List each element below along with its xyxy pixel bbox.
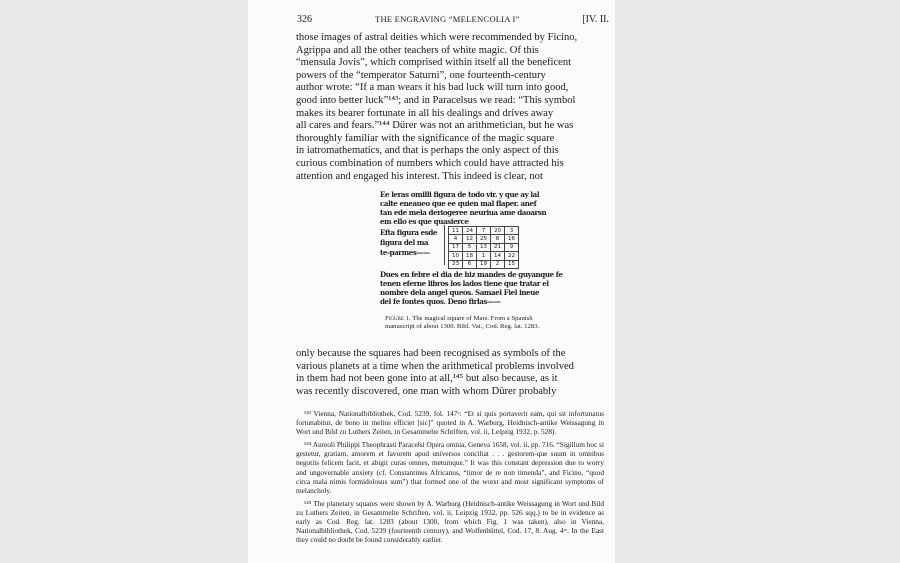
footnote-143: ¹⁴³ Vienna, Nationalbibliothek, Cod. 5239, fol. 147ᵛ: “Et si quis portaverit eam, qui sit infortunatus fortunabitur, de bono in melius efficiet [sic]” quoted in A. Warburg, Heidnisch-antike Weissagung in Wort und Bild zu Luthers Zeiten, in Gesammelte Schriften, vol. ii, Leipzig 1932, p. 528).	[296, 409, 604, 437]
running-header	[297, 14, 613, 28]
magic-square-cell: 18	[463, 252, 477, 260]
body-line: Agrippa and all the other teachers of white magic. Of this	[296, 44, 539, 56]
magic-square-cell: 22	[505, 252, 519, 260]
book-page	[248, 0, 615, 563]
body-line: good into better luck”¹⁴³; and in Paracelsus we read: “This symbol	[296, 94, 576, 106]
magic-square-row	[449, 260, 519, 268]
caption-text: The magical square of Mars. From a Spanish manuscript of about 1300. Bibl. Vat., Cod. Reg. lat. 1283.	[385, 315, 540, 330]
magic-square-cell: 2	[491, 260, 505, 268]
body-line: those images of astral deities which were recommended by Ficino,	[296, 32, 578, 43]
magic-square-cell: 1	[477, 252, 491, 260]
manuscript-line: del fe fontes quos. Deno firlas——	[380, 297, 501, 306]
magic-square-cell: 3	[505, 227, 519, 235]
magic-square-cell: 20	[491, 227, 505, 235]
manuscript-line: nombre dela angel queos. Samael Fiel ineue	[380, 288, 540, 297]
magic-square-table	[448, 226, 519, 269]
footnote-145: ¹⁴⁵ The planetary squares were shown by A. Warburg (Heidnisch-antike Weissagung in Wort und Bild zu Luthers Zeiten, in Gesammelte Schriften, vol. ii, Leipzig 1932, pp. 526 sqq.) to be in evidence as early as Cod. Reg. lat. 1283 (about 1300, from which Fig. 1 was taken), also in Vienna, Nationalbibliothek, Cod. 5239 (fourteenth century), and Wolfenbüttel, Cod. 17, 8. Aug. 4ᵗᵒ. In the East they could no doubt be found considerably earlier.	[296, 498, 604, 545]
body-line: was recently discovered, one man with whom Dürer probably	[296, 385, 557, 397]
magic-square-cell: 10	[449, 252, 463, 260]
manuscript-line: Dues en febre el dia de hiz mandes de guyanque fe	[380, 270, 563, 279]
body-line: all cares and fears.”¹⁴⁴ Dürer was not an arithmetician, but he was	[296, 120, 574, 132]
manuscript-line: tan ede mela deriogeree neuriua ame daoarsn	[380, 208, 547, 217]
body-line: curious combination of numbers which could have attracted his	[296, 157, 564, 169]
body-line: powers of the “temperator Saturni”, one fourteenth-century	[296, 69, 546, 81]
figure-caption	[385, 315, 545, 331]
body-line: attention and engaged his interest. This indeed is clear, not	[296, 170, 543, 182]
magic-square-cell: 11	[449, 227, 463, 235]
body-text-bottom	[296, 348, 604, 398]
magic-square-cell: 15	[505, 260, 519, 268]
magic-square-cell: 14	[491, 252, 505, 260]
magic-square-cell: 21	[491, 243, 505, 251]
magic-square-cell: 8	[491, 235, 505, 243]
magic-square-cell: 19	[477, 260, 491, 268]
magic-square-cell: 4	[449, 235, 463, 243]
manuscript-line: Efta figura esde	[380, 228, 438, 237]
body-line: makes its bearer fortunate in all his dealings and drives away	[296, 107, 554, 119]
body-line: in iatromathematics, and that is perhaps the only aspect of this	[296, 145, 559, 157]
body-line: author wrote: “If a man wears it his bad luck will turn into good,	[296, 82, 569, 94]
magic-square-cell: 7	[477, 227, 491, 235]
manuscript-line: em ello es que quasierce	[380, 217, 469, 226]
magic-square-cell: 17	[449, 243, 463, 251]
footnote-144: ¹⁴⁴ Aureoli Philippi Theophrasti Paracelsi Opera omnia, Geneva 1658, vol. ii, pp. 716. “Sigillum hoc si gestetur, gratiam, amorem et favorem apud universos conciliat . . . gestorem-que suum in omnibus negotiis felicem facit, et abigit curas omnes, metumque.” It was this constant depression due to worry and ungovernable anxiety (cf. Constantinus Africanus, “timor de re non timenda”, and Ficino, “quod circa mala nimis formidolosus sum”) that formed one of the worst and most significant symptoms of melancholy.	[296, 440, 604, 495]
magic-square-cell: 12	[463, 235, 477, 243]
running-title: THE ENGRAVING “MELENCOLIA I”	[375, 14, 520, 24]
body-line: various planets at a time when the arithmetical problems involved	[296, 360, 574, 372]
manuscript-line: Ee leras omilli figura de todo vir. y que ay lal	[380, 190, 540, 199]
manuscript-line: tenen eferne libros los lados tiene que tratar el	[380, 279, 549, 288]
magic-square-cell: 9	[505, 243, 519, 251]
section-marker: [IV. II.	[582, 14, 609, 25]
manuscript-line: figura del ma	[380, 238, 429, 247]
caption-label: Figure 1.	[385, 315, 411, 322]
body-line: thoroughly familiar with the significance of the magic square	[296, 132, 555, 144]
magic-square-cell: 25	[477, 235, 491, 243]
footnotes	[296, 409, 604, 548]
body-line: in them had not been gone into at all,¹⁴⁵ but also because, as it	[296, 373, 558, 385]
magic-square-cell: 6	[463, 260, 477, 268]
magic-square-row	[449, 252, 519, 260]
magic-square-row	[449, 227, 519, 235]
magic-square-cell: 23	[449, 260, 463, 268]
body-line: only because the squares had been recognised as symbols of the	[296, 348, 566, 359]
magic-square-cell: 5	[463, 243, 477, 251]
magic-square-cell: 24	[463, 227, 477, 235]
manuscript-line: te-parmes——	[380, 248, 430, 257]
body-text-top	[296, 32, 604, 183]
manuscript-image	[380, 190, 563, 311]
body-line: “mensula Jovis”, which comprised within itself all the beneficent	[296, 57, 572, 69]
figure-magic-square	[380, 190, 563, 342]
magic-square-cell: 13	[477, 243, 491, 251]
magic-square-cell: 16	[505, 235, 519, 243]
magic-square-row	[449, 235, 519, 243]
magic-square-row	[449, 243, 519, 251]
page-number: 326	[297, 14, 312, 25]
manuscript-line: calte eneaueo que ee quien mal flaper. anef	[380, 199, 537, 208]
